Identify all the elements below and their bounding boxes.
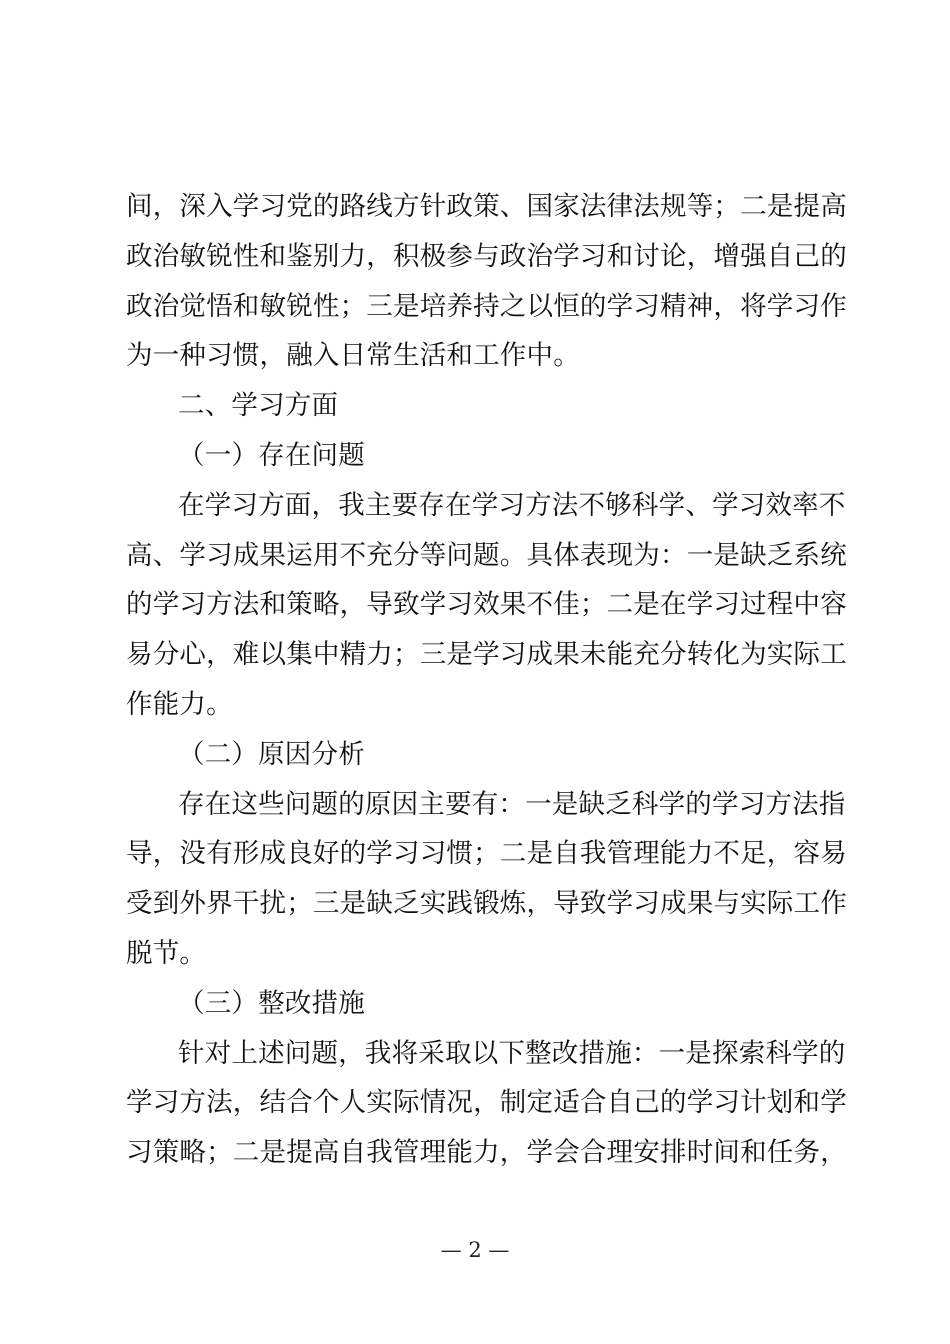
text-line: 的学习方法和策略，导致学习效果不佳；二是在学习过程中容	[126, 589, 847, 621]
subsection-heading: （二）原因分析	[178, 738, 365, 770]
subsection-heading: （一）存在问题	[178, 439, 365, 471]
text-line: 间，深入学习党的路线方针政策、国家法律法规等；二是提高	[126, 191, 847, 222]
text-line: 习策略；二是提高自我管理能力，学会合理安排时间和任务，	[126, 1137, 847, 1169]
page-number: — 2 —	[440, 1238, 510, 1262]
text-line: 针对上述问题，我将采取以下整改措施：一是探索科学的	[178, 1037, 846, 1069]
text-line: 学习方法，结合个人实际情况，制定适合自己的学习计划和学	[126, 1087, 847, 1119]
text-line: 高、学习成果运用不充分等问题。具体表现为：一是缺乏系统	[126, 539, 847, 571]
section-heading: 二、学习方面	[178, 390, 339, 422]
text-line: 政治觉悟和敏锐性；三是培养持之以恒的学习精神，将学习作	[126, 290, 847, 322]
text-line: 在学习方面，我主要存在学习方法不够科学、学习效率不	[178, 489, 846, 521]
text-line: 易分心，难以集中精力；三是学习成果未能充分转化为实际工	[126, 639, 847, 671]
text-line: 作能力。	[126, 688, 233, 720]
text-line: 政治敏锐性和鉴别力，积极参与政治学习和讨论，增强自己的	[126, 240, 847, 272]
subsection-heading: （三）整改措施	[178, 987, 365, 1019]
text-line: 存在这些问题的原因主要有：一是缺乏科学的学习方法指	[178, 788, 846, 820]
text-line: 为一种习惯，融入日常生活和工作中。	[126, 340, 580, 372]
text-line: 脱节。	[126, 937, 207, 969]
text-line: 受到外界干扰；三是缺乏实践锻炼，导致学习成果与实际工作	[126, 888, 847, 920]
text-line: 导，没有形成良好的学习习惯；二是自我管理能力不足，容易	[126, 838, 847, 870]
body-text	[126, 182, 847, 1178]
